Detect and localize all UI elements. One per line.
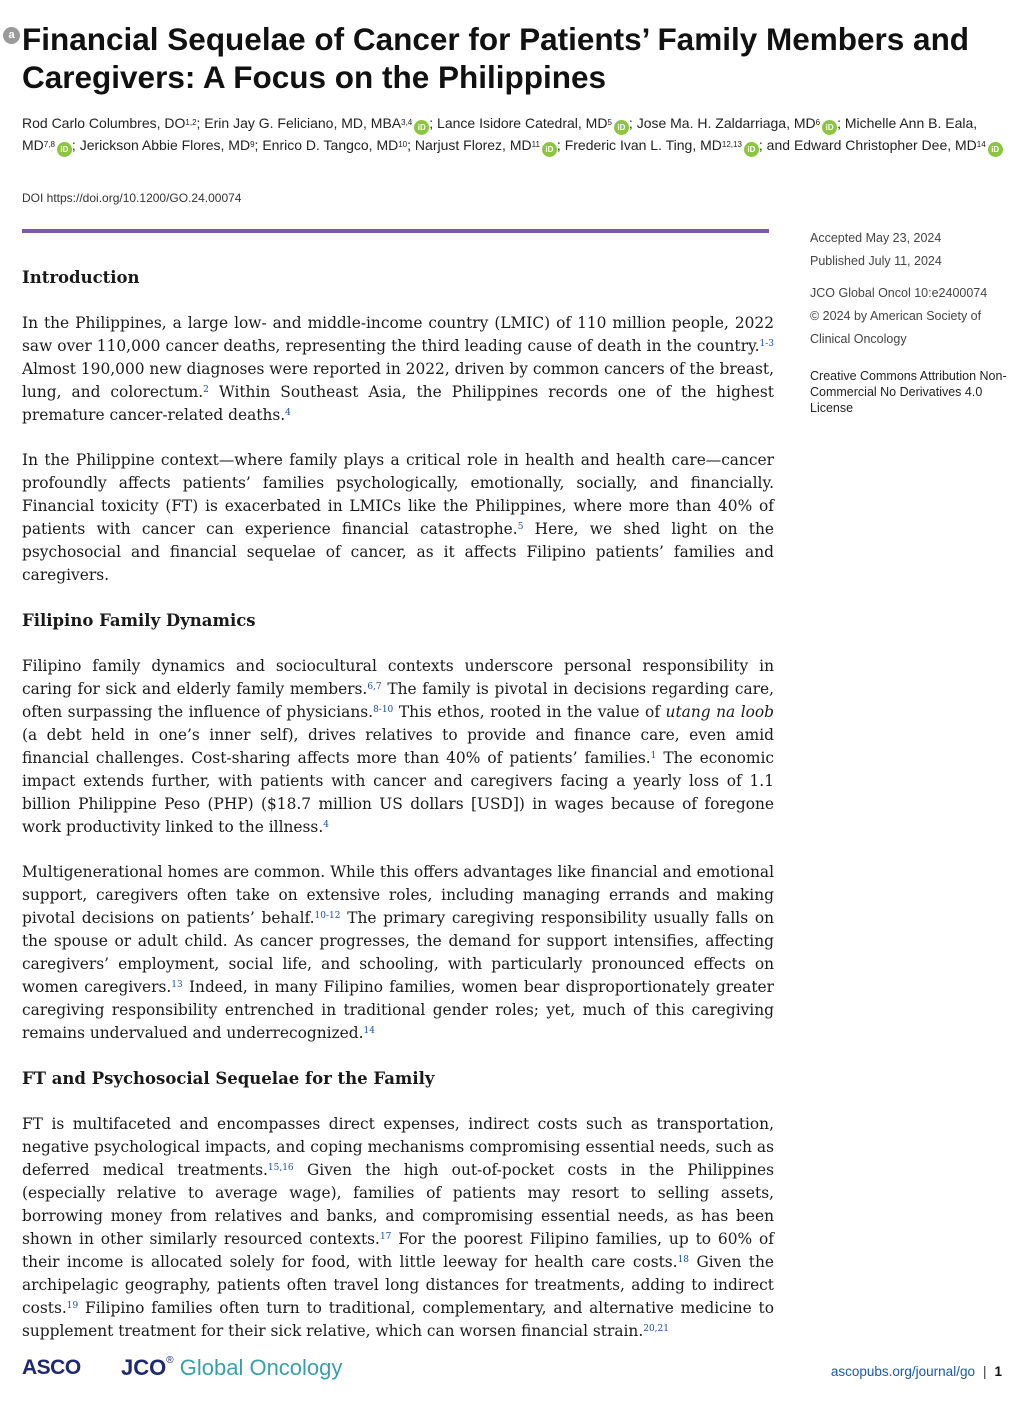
- citation-ref[interactable]: 14: [363, 1026, 375, 1036]
- citation-ref[interactable]: 4: [285, 408, 291, 418]
- citation-ref[interactable]: 1-3: [759, 339, 774, 349]
- paragraph: FT is multifaceted and encompasses direct expenses, indirect costs such as transportation, negative psychological impacts, and coping mechanisms compromising essential needs, such as deferred medical treatments.$^{15,16}$ Given the high out-of-pocket costs in the Philippines (especially relative to average wage), families of patients may resort to selling assets, borrowing money from relatives and banks, and compromising essential needs, as has been shown in other similarly resourced contexts.$^{17}$ For the poorest Filipino families, up to 60% of their income is allocated solely for food, with little leeway for health care costs.$^{18}$ Given the archipelagic geography, patients often travel long distances for treatments, adding to indirect costs.$^{19}$ Filipino families often turn to traditional, complementary, and alternative medicine to supplement treatment for their sick relative, which can worsen financial strain.$^{20,21}$: [22, 1115, 774, 1340]
- citation-ref[interactable]: 6,7: [367, 682, 382, 692]
- author: Edward Christopher Dee, MD$^{14}$iD: [794, 137, 1003, 153]
- orcid-icon[interactable]: iD: [822, 120, 837, 135]
- author: Michelle Ann B. Eala, MD$^{7,8}$iD: [22, 115, 977, 153]
- citation-ref[interactable]: 17: [379, 1232, 392, 1242]
- author: Jerickson Abbie Flores, $MD^9$: [79, 137, 255, 153]
- header-divider: [22, 229, 769, 233]
- citation-ref[interactable]: 13: [171, 980, 183, 990]
- author: Erin Jay G. Feliciano, MD, MBA$^{3,4}$iD: [204, 115, 429, 131]
- author: Frederic Ivan L. Ting, MD$^{12,13}$iD: [565, 137, 759, 153]
- page-number: 1: [994, 1364, 1002, 1379]
- paragraph: Multigenerational homes are common. While this offers advantages like financial and emotional support, caregivers often take on extensive roles, including managing errands and making pivotal decisions on patients’ behalf.$^{10-12}$ The primary caregiving responsibility usually falls on the spouse or adult child. As cancer progresses, the demand for support intensifies, affecting caregivers’ employment, social life, and schooling, with particularly pronounced effects on women caregivers.$^{13}$ Indeed, in many Filipino families, women bear disproportionately greater caregiving responsibility entrenched in traditional gender roles; yet, much of this caregiving remains undervalued and underrecognized.$^{14}$: [22, 863, 775, 1042]
- section-heading-ft-psychosocial: FT and Psychosocial Sequelae for the Family: [22, 1069, 435, 1088]
- citation-ref[interactable]: 5: [517, 522, 524, 532]
- section-heading-family-dynamics: Filipino Family Dynamics: [22, 611, 256, 630]
- author: Jose Ma. H. Zaldarriaga, $MD^6iD$: [637, 115, 837, 131]
- orcid-icon[interactable]: iD: [57, 142, 72, 157]
- author: Enrico D. Tangco, MD$^{10}$: [262, 137, 408, 153]
- author: Narjust Florez, MD$^{11}$iD: [415, 137, 557, 153]
- paragraph: In the Philippine context—where family plays a critical role in health and health care—cancer profoundly affects patients’ families psychologically, emotionally, socially, and financially. Financial toxicity (FT) is exacerbated in LMICs like the Philippines, where more than 40% of patients with cancer can experience financial catastrophe.$^5$ Here, we shed light on the psychosocial and financial sequelae of cancer, as it affects Filipino patients’ families and caregivers.: [22, 451, 774, 584]
- citation-ref[interactable]: 4: [323, 820, 329, 830]
- journal-logo[interactable]: JCO® Global Oncology: [121, 1355, 343, 1380]
- asco-logo[interactable]: ASCO: [22, 1356, 81, 1379]
- author: Lance Isidore Catedral, $MD^5iD$: [437, 115, 629, 131]
- citation-ref[interactable]: 18: [677, 1255, 690, 1265]
- paragraph: In the Philippines, a large low- and middle-income country (LMIC) of 110 million people, 2022 saw over 110,000 cancer deaths, representing the third leading cause of death in the country.$^{1-3}$ Almost 190,000 new diagnoses were reported in 2022, driven by common cancers of the breast, lung, and colorectum.$^2$ Within Southeast Asia, the Philippines records one of the highest premature cancer-related deaths.$^4$: [22, 314, 774, 424]
- citation-ref[interactable]: 10-12: [314, 911, 341, 921]
- article-info-sidebar: [810, 227, 1015, 416]
- journal-citation: JCO Global Oncol 10:e2400074: [810, 286, 988, 300]
- paragraph: Filipino family dynamics and sociocultural contexts underscore personal responsibility in caring for sick and elderly family members.$^{6,7}$ The family is pivotal in decisions regarding care, often surpassing the influence of physicians.$^{8-10}$ This ethos, rooted in the value of utang na loob (a debt held in one’s inner self), drives relatives to provide and finance care, even amid financial challenges. Cost-sharing affects more than 40% of patients’ families.$^1$ The economic impact extends further, with patients with cancer and caregivers facing a yearly loss of 1.1 billion Philippine Peso (PHP) ($18.7 million US dollars [USD]) in wages because of foregone work productivity linked to the illness.$^4$: [22, 657, 775, 836]
- copyright-notice: © 2024 by American Society of Clinical Oncology: [810, 309, 982, 346]
- doi-link[interactable]: DOI https://doi.org/10.1200/GO.24.00074: [22, 191, 242, 205]
- published-date: Published July 11, 2024: [810, 254, 942, 268]
- orcid-icon[interactable]: iD: [542, 142, 557, 157]
- open-access-icon: a: [3, 27, 20, 44]
- orcid-icon[interactable]: iD: [744, 142, 759, 157]
- footer-journal-link: ascopubs.org/journal/go | 1: [830, 1364, 1002, 1379]
- article-body: [22, 266, 774, 1365]
- citation-ref[interactable]: 1: [650, 751, 657, 761]
- citation-ref[interactable]: 8-10: [373, 705, 394, 715]
- author-list: Rod Carlo Columbres, DO$^{1,2}$; Erin Jay G. Feliciano, MD, MBA$^{3,4}$iD ; Lance Isidore Catedral, $MD^5iD$ ; Jose Ma. H. Zaldarriaga, $MD^6iD$ ; Michelle Ann B. Eala, MD$^{7,8}$iD ; Jerickson Abbie Flores, $MD^9$; Enrico D. Tangco, MD$^{10}$; Narjust Florez, MD$^{11}$iD ; Frederic Ivan L. Ting, MD$^{12,13}$iD ; and Edward Christopher Dee, MD$^{14}$iD: [22, 113, 1007, 157]
- orcid-icon[interactable]: iD: [614, 120, 629, 135]
- article-title: Financial Sequelae of Cancer for Patients’ Family Members and Caregivers: A Focus on the Philippines: [22, 21, 970, 95]
- journal-url[interactable]: ascopubs.org/journal/go: [830, 1364, 975, 1379]
- author: Rod Carlo Columbres, DO$^{1,2}$: [22, 115, 197, 131]
- license-notice: Creative Commons Attribution Non-Commercial No Derivatives 4.0 License: [810, 369, 1007, 415]
- orcid-icon[interactable]: iD: [414, 120, 429, 135]
- accepted-date: Accepted May 23, 2024: [810, 231, 942, 245]
- citation-ref[interactable]: 15,16: [267, 1163, 294, 1173]
- citation-ref[interactable]: 2: [203, 385, 209, 395]
- section-heading-introduction: Introduction: [22, 268, 140, 287]
- citation-ref[interactable]: 19: [66, 1301, 79, 1311]
- orcid-icon[interactable]: iD: [988, 142, 1003, 157]
- citation-ref[interactable]: 20,21: [643, 1324, 669, 1334]
